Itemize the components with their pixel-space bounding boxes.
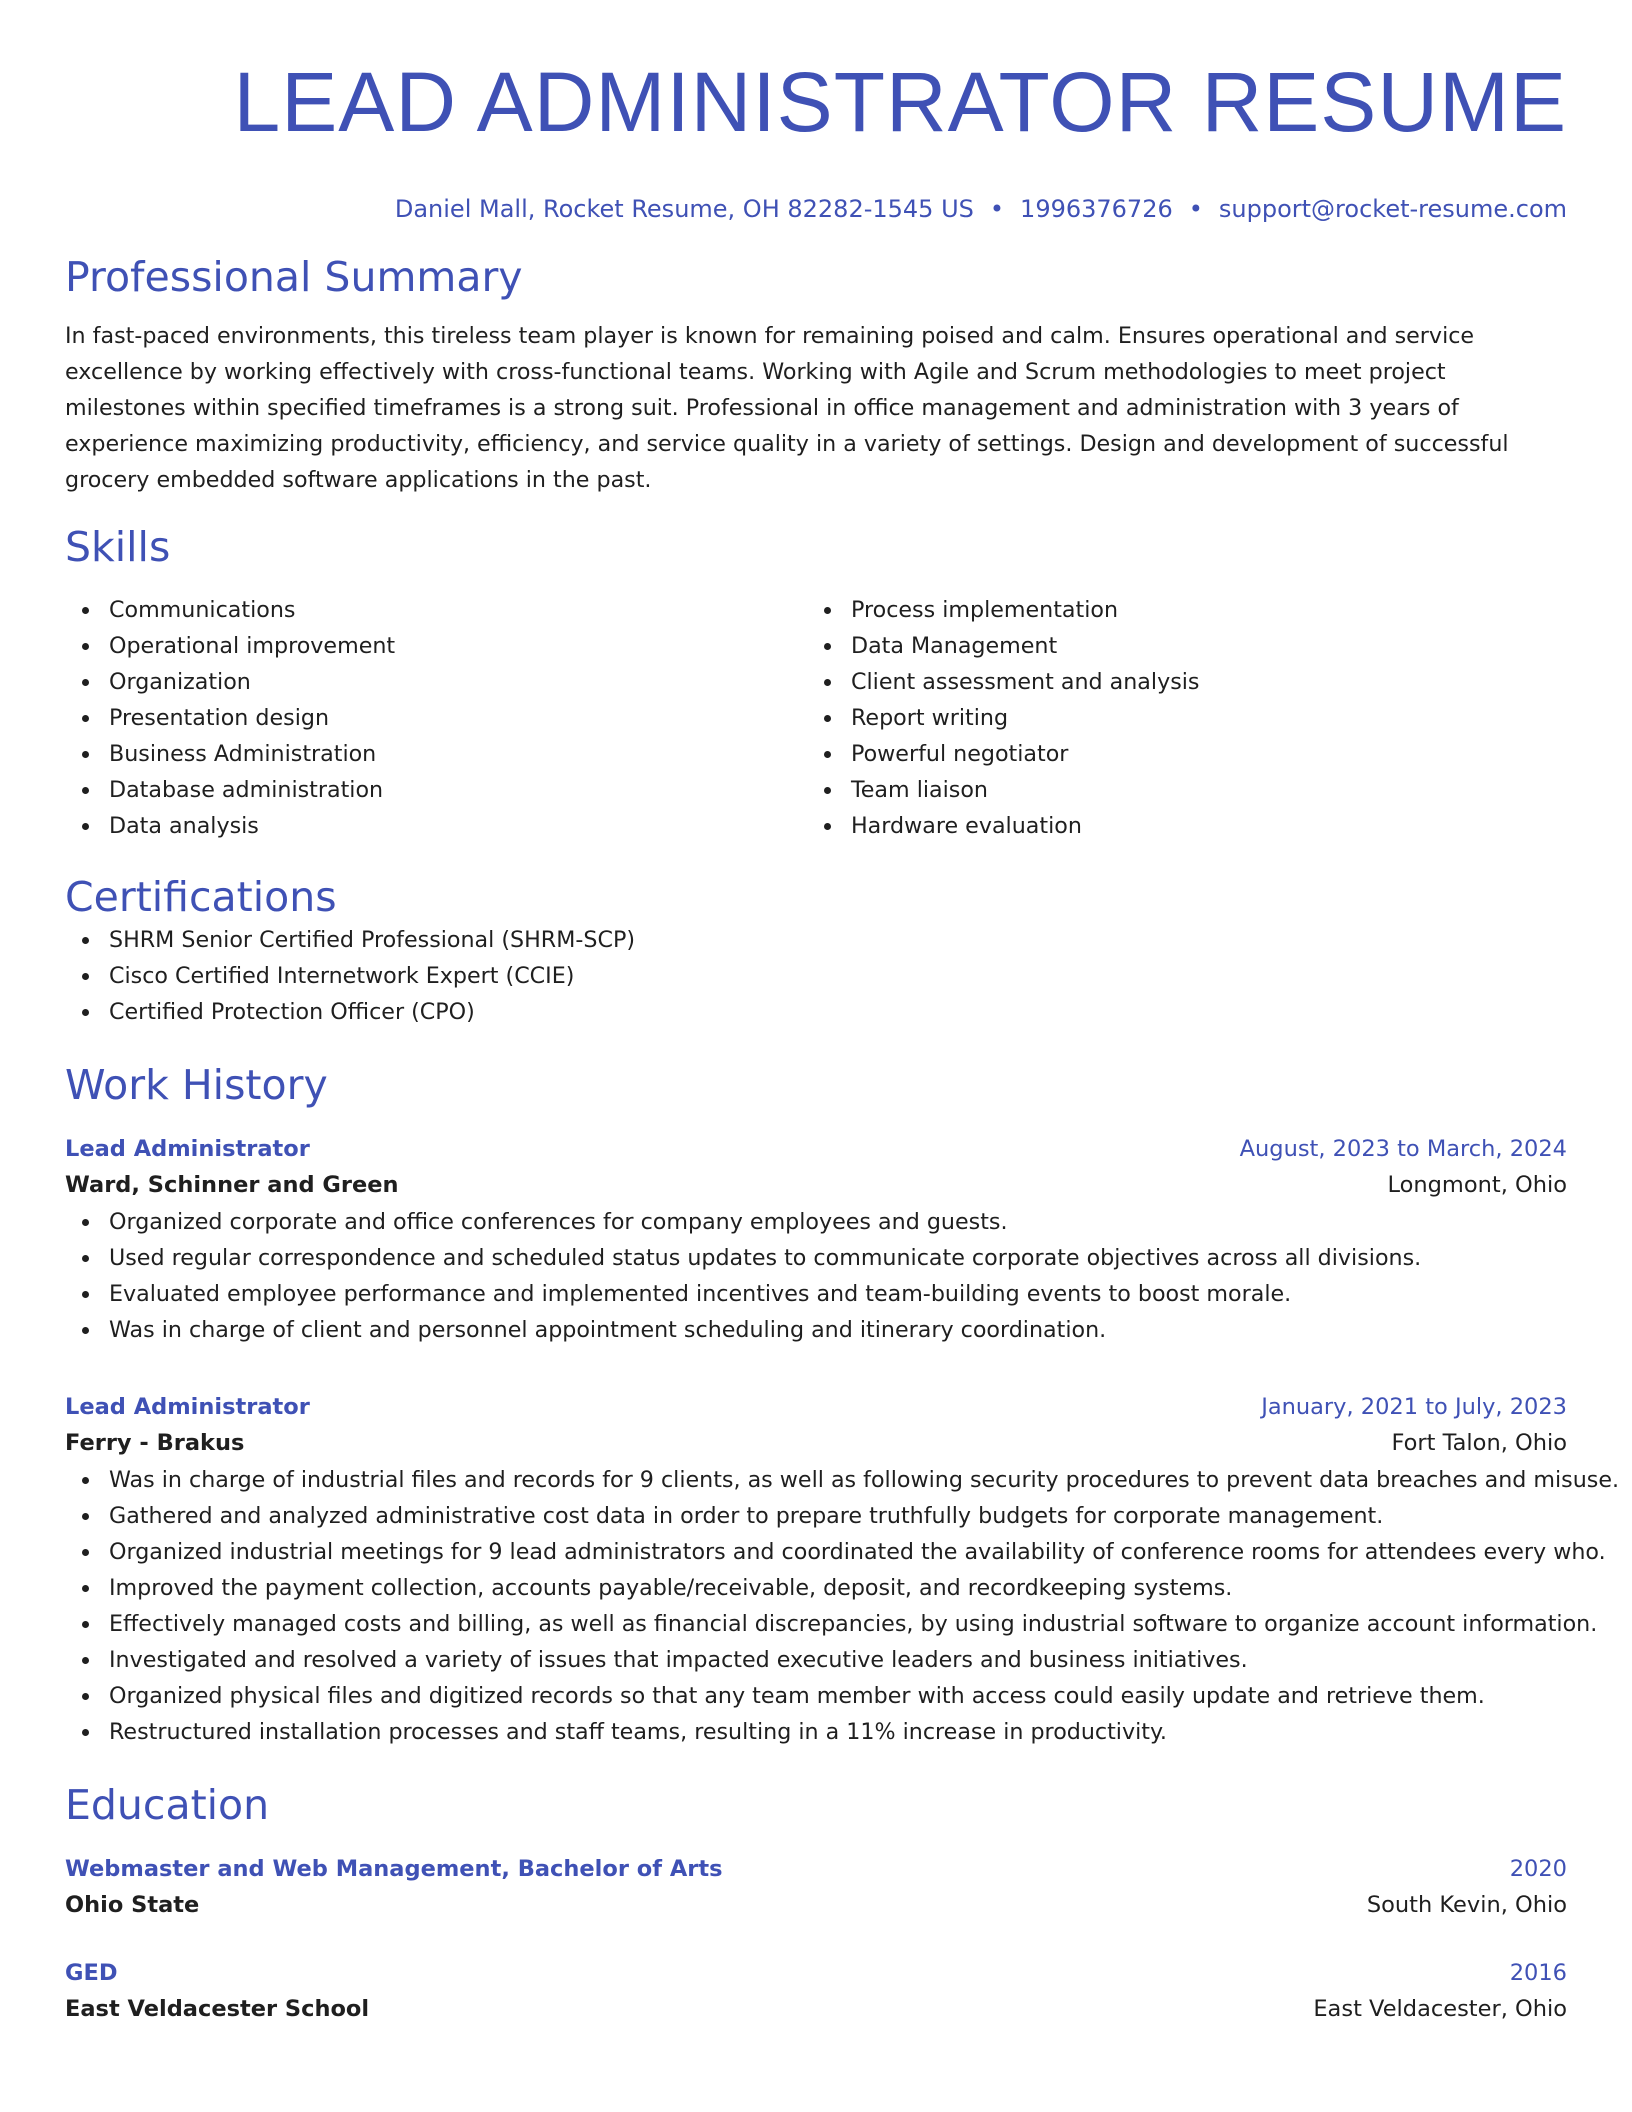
certifications-section [65, 872, 1567, 1030]
skill-item: Process implementation [807, 592, 1549, 628]
job-title-row [65, 1132, 1567, 1166]
job-title: Lead Administrator [65, 1394, 310, 1420]
certification-item: SHRM Senior Certified Professional (SHRM-SCP) [65, 922, 1567, 958]
job-bullets [65, 1204, 1567, 1348]
education-school-row [65, 1990, 1567, 2028]
skill-item: Organization [65, 664, 807, 700]
skills-grid [65, 592, 1567, 844]
certifications-heading: Certifications [65, 873, 337, 921]
job-bullet: Organized corporate and office conferences for company employees and guests. [65, 1204, 1567, 1240]
education-entry [65, 1956, 1567, 2028]
skills-list-left [65, 592, 807, 844]
work-history-heading: Work History [65, 1061, 328, 1109]
job-entry [65, 1390, 1620, 1750]
education-degree: GED [65, 1960, 118, 1986]
education-year: 2016 [1509, 1960, 1567, 1986]
job-location: Longmont, Ohio [1387, 1172, 1567, 1198]
job-bullet: Investigated and resolved a variety of issues that impacted executive leaders and business initiatives. [65, 1642, 1567, 1678]
job-location: Fort Talon, Ohio [1391, 1430, 1567, 1456]
summary-section [65, 252, 1567, 498]
education-location: East Veldacester, Ohio [1313, 1996, 1567, 2022]
summary-text: In fast-paced environments, this tireless team player is known for remaining poised and calm. Ensures operational and service excellence by working effectively with cross-functional teams. Working with Agile and Scrum methodologies to meet project milestones within specified timeframes is a strong suit. Professional in office management and administration with 3 years of experience maximizing productivity, efficiency, and service quality in a variety of settings. Design and development of successful grocery embedded software applications in the past. [65, 323, 1509, 493]
contact-separator: • [1188, 195, 1203, 223]
skill-item: Data analysis [65, 808, 807, 844]
education-degree: Webmaster and Web Management, Bachelor of Arts [65, 1856, 723, 1882]
skill-item: Business Administration [65, 736, 807, 772]
skill-item: Client assessment and analysis [807, 664, 1549, 700]
job-bullet: Improved the payment collection, accounts payable/receivable, deposit, and recordkeeping systems. [65, 1570, 1567, 1606]
job-bullet: Organized industrial meetings for 9 lead administrators and coordinated the availability of conference rooms for attendees every who. [65, 1534, 1567, 1570]
job-title-row [65, 1390, 1567, 1424]
education-location: South Kevin, Ohio [1366, 1892, 1567, 1918]
job-bullet: Restructured installation processes and staff teams, resulting in a 11% increase in productivity. [65, 1714, 1567, 1750]
contact-line [65, 192, 1567, 226]
work-history-section [65, 1060, 1620, 1750]
job-company-row [65, 1424, 1567, 1462]
certifications-list [65, 922, 1567, 1030]
job-bullets [65, 1462, 1620, 1750]
job-company: Ferry - Brakus [65, 1430, 245, 1456]
education-year: 2020 [1509, 1856, 1567, 1882]
certification-item: Certified Protection Officer (CPO) [65, 994, 1567, 1030]
job-company: Ward, Schinner and Green [65, 1172, 399, 1198]
skill-item: Data Management [807, 628, 1549, 664]
job-bullet: Organized physical files and digitized records so that any team member with access could easily update and retrieve them. [65, 1678, 1567, 1714]
skill-item: Database administration [65, 772, 807, 808]
job-entry [65, 1132, 1567, 1348]
education-degree-row [65, 1956, 1567, 1990]
certification-item: Cisco Certified Internetwork Expert (CCIE) [65, 958, 1567, 994]
skill-item: Hardware evaluation [807, 808, 1549, 844]
skills-section [65, 522, 1567, 844]
education-section [65, 1780, 1567, 2028]
contact-email[interactable]: support@rocket-resume.com [1218, 195, 1567, 223]
skills-heading: Skills [65, 523, 171, 571]
job-bullet: Evaluated employee performance and implemented incentives and team-building events to boost morale. [65, 1276, 1567, 1312]
education-school: East Veldacester School [65, 1996, 370, 2022]
job-title: Lead Administrator [65, 1136, 310, 1162]
resume-header [65, 52, 1567, 226]
job-bullet: Gathered and analyzed administrative cost data in order to prepare truthfully budgets for corporate management. [65, 1498, 1567, 1534]
contact-separator: • [989, 195, 1005, 223]
contact-phone: 1996376726 [1020, 195, 1173, 223]
job-dates: August, 2023 to March, 2024 [1239, 1136, 1567, 1162]
education-school-row [65, 1886, 1567, 1924]
job-bullet: Was in charge of industrial files and records for 9 clients, as well as following security procedures to prevent data breaches and misuse. [65, 1462, 1567, 1498]
skill-item: Report writing [807, 700, 1549, 736]
education-entry [65, 1852, 1567, 1924]
education-school: Ohio State [65, 1892, 200, 1918]
skill-item: Powerful negotiator [807, 736, 1549, 772]
job-company-row [65, 1166, 1567, 1204]
skill-item: Communications [65, 592, 807, 628]
skills-list-right [807, 592, 1549, 844]
job-bullet: Effectively managed costs and billing, as well as financial discrepancies, by using industrial software to organize account information. [65, 1606, 1567, 1642]
contact-address: Daniel Mall, Rocket Resume, OH 82282-1545 US [394, 195, 974, 223]
skill-item: Presentation design [65, 700, 807, 736]
job-bullet: Used regular correspondence and scheduled status updates to communicate corporate objectives across all divisions. [65, 1240, 1567, 1276]
summary-heading: Professional Summary [65, 253, 523, 301]
education-heading: Education [65, 1781, 270, 1829]
skill-item: Operational improvement [65, 628, 807, 664]
job-dates: January, 2021 to July, 2023 [1261, 1394, 1567, 1420]
document-title: LEAD ADMINISTRATOR RESUME [233, 55, 1567, 149]
education-degree-row [65, 1852, 1567, 1886]
skill-item: Team liaison [807, 772, 1549, 808]
job-bullet: Was in charge of client and personnel appointment scheduling and itinerary coordination. [65, 1312, 1567, 1348]
